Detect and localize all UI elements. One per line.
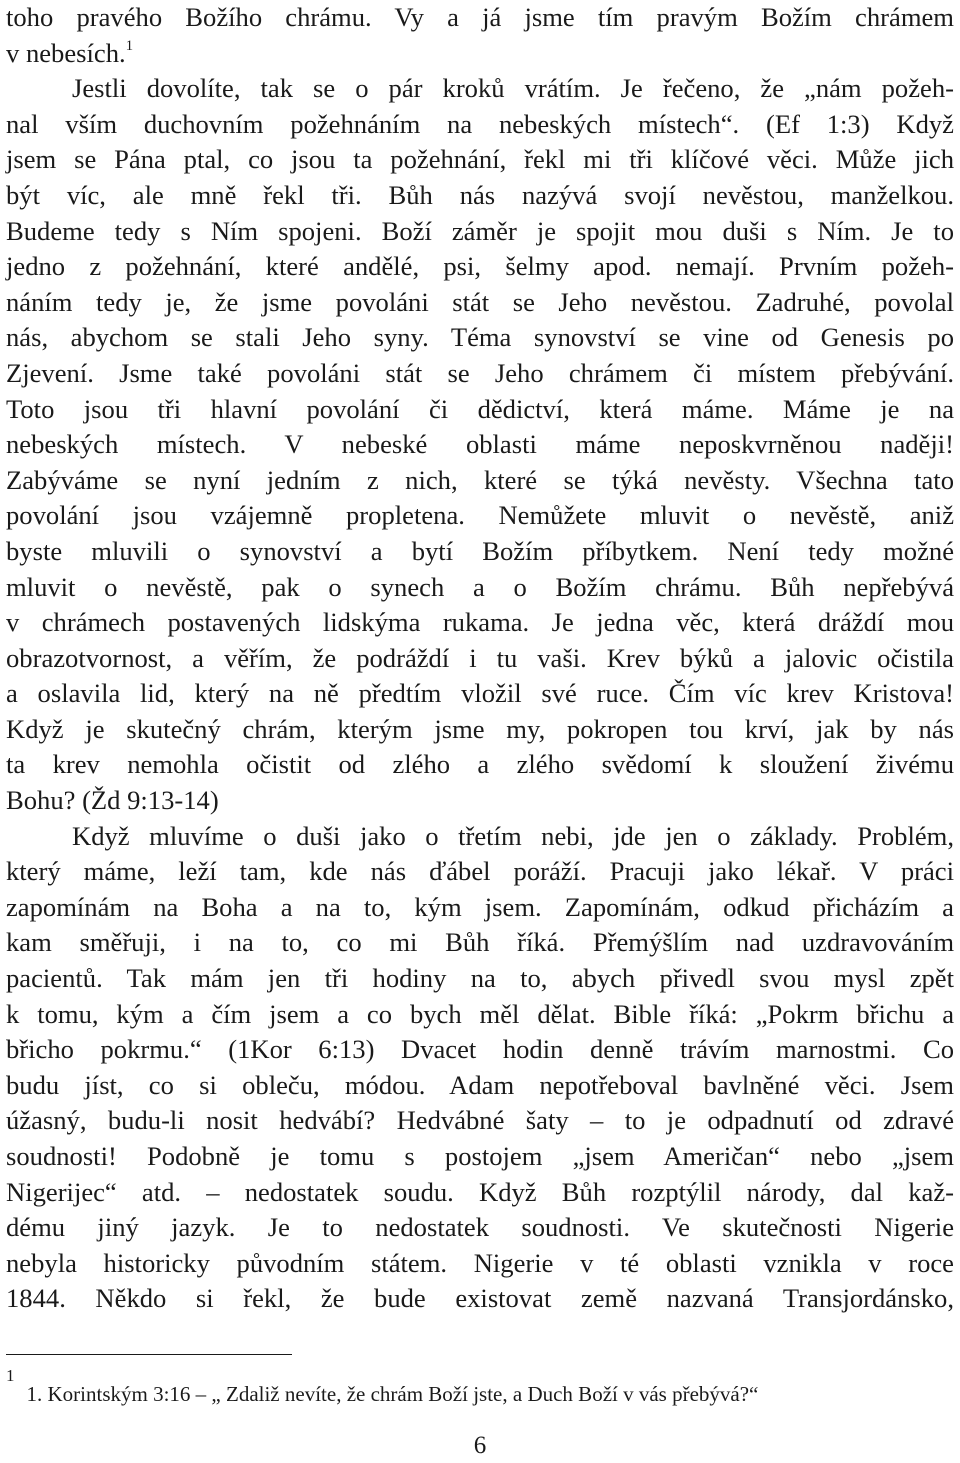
text-line: 1844. Někdo si řekl, že bude existovat země nazvaná Transjordánsko, [6, 1283, 954, 1314]
text-line: Budeme tedy s Ním spojeni. Boží záměr je spojit mou duši s Ním. Je to [6, 215, 954, 246]
text-line: budu jíst, co si obleču, módou. Adam nepotřeboval bavlněné věci. Jsem [6, 1069, 954, 1100]
text-line: Když mluvíme o duši jako o třetím nebi, jde jen o základy. Problém, [72, 820, 954, 851]
text-line: byste mluvili o synovství a bytí Božím příbytkem. Není tedy možné [6, 535, 954, 566]
text-line: soudnosti! Podobně je tomu s postojem „jsem Američan“ nebo „jsem [6, 1141, 954, 1171]
text-line: dému jiný jazyk. Je to nedostatek soudnosti. Ve skutečnosti Nigerie [6, 1212, 954, 1243]
footnote-separator [6, 1354, 292, 1355]
text-line: Toto jsou tři hlavní povolání či dědictví, která máme. Máme je na [6, 393, 954, 424]
footnote [6, 1362, 954, 1406]
text-line: nebyla historicky původním státem. Nigerie v té oblasti vznikla v roce [6, 1247, 954, 1278]
text-line: břicho pokrmu.“ (1Kor 6:13) Dvacet hodin denně trávím marnostmi. Co [6, 1034, 954, 1065]
page-number: 6 [473, 1432, 487, 1459]
text-line: úžasný, budu-li nosit hedvábí? Hedvábné šaty – to je odpadnutí od zdravé [6, 1105, 954, 1136]
text-line: Zjevení. Jsme také povoláni stát se Jeho chrámem či místem přebývání. [6, 357, 954, 388]
text-line: nal vším duchovním požehnáním na nebeských místech“. (Ef 1:3) Když [6, 108, 954, 139]
text-line: ta krev nemohla očistit od zlého a zlého svědomí k sloužení živému [6, 749, 954, 780]
text-line: který máme, leží tam, kde nás ďábel poráží. Pracuji jako lékař. V práci [6, 856, 954, 887]
text-line: a oslavila lid, který na ně předtím vložil své ruce. Čím víc krev Kristova! [6, 678, 954, 709]
text-line: Bohu? (Žd 9:13-14) [6, 785, 219, 816]
text-line: k tomu, kým a čím jsem a co bych měl dělat. Bible říká: „Pokrm břichu a [6, 998, 954, 1029]
text-line: být víc, ale mně řekl tři. Bůh nás nazývá svojí nevěstou, manželkou. [6, 179, 954, 210]
text-line: nás, abychom se stali Jeho syny. Téma synovství se vine od Genesis po [6, 322, 954, 353]
footnote-text: 1. Korintským 3:16 – „ Zdaliž nevíte, že chrám Boží jste, a Duch Boží v vás přebývá?“ [26, 1382, 759, 1406]
text-line: v chrámech postavených lidskýma rukama. Je jedna věc, která dráždí mou [6, 607, 954, 638]
footnote-reference[interactable]: 1 [125, 37, 134, 54]
text-line [6, 36, 954, 72]
text-line: Jestli dovolíte, tak se o pár kroků vrátím. Je řečeno, že „nám požeh- [72, 73, 954, 104]
text-line: Nigerijec“ atd. – nedostatek soudu. Když Bůh rozptýlil národy, dal kaž- [6, 1176, 954, 1207]
text-line: toho pravého Božího chrámu. Vy a já jsme tím pravým Božím chrámem [6, 2, 954, 32]
footnote-mark: 1 [6, 1366, 15, 1385]
text-line: Zabýváme se nyní jedním z nich, které se týká nevěsty. Všechna tato [6, 464, 954, 495]
text-line: povolání jsou vzájemně propletena. Nemůžete mluvit o nevěstě, aniž [6, 500, 954, 531]
text-line: náním tedy je, že jsme povoláni stát se Jeho nevěstou. Zadruhé, povolal [6, 286, 954, 317]
text-line: mluvit o nevěstě, pak o synech a o Božím chrámu. Bůh nepřebývá [6, 571, 954, 602]
text-line-content: v nebesích. [6, 37, 126, 68]
paragraph-3 [6, 819, 954, 1317]
text-line: zapomínám na Boha a na to, kým jsem. Zapomínám, odkud přicházím a [6, 891, 954, 922]
text-line: obrazotvornost, a věřím, že podráždí i tu vaši. Krev býků a jalovic očistila [6, 642, 954, 673]
text-line: kam směřuji, i na to, co mi Bůh říká. Přemýšlím nad uzdravováním [6, 927, 954, 958]
paragraph-2 [6, 71, 954, 818]
text-line: pacientů. Tak mám jen tři hodiny na to, abych přivedl svou mysl zpět [6, 963, 954, 994]
text-line: jedno z požehnání, které andělé, psi, šelmy apod. nemají. Prvním požeh- [6, 251, 954, 282]
paragraph-1 [6, 0, 954, 71]
text-line: jsem se Pána ptal, co jsou ta požehnání, řekl mi tři klíčové věci. Může jich [6, 144, 954, 175]
text-line: Když je skutečný chrám, kterým jsme my, pokropen tou krví, jak by nás [6, 713, 954, 744]
page-body [6, 0, 954, 1317]
text-line: nebeských místech. V nebeské oblasti máme neposkvrněnou naději! [6, 429, 954, 460]
